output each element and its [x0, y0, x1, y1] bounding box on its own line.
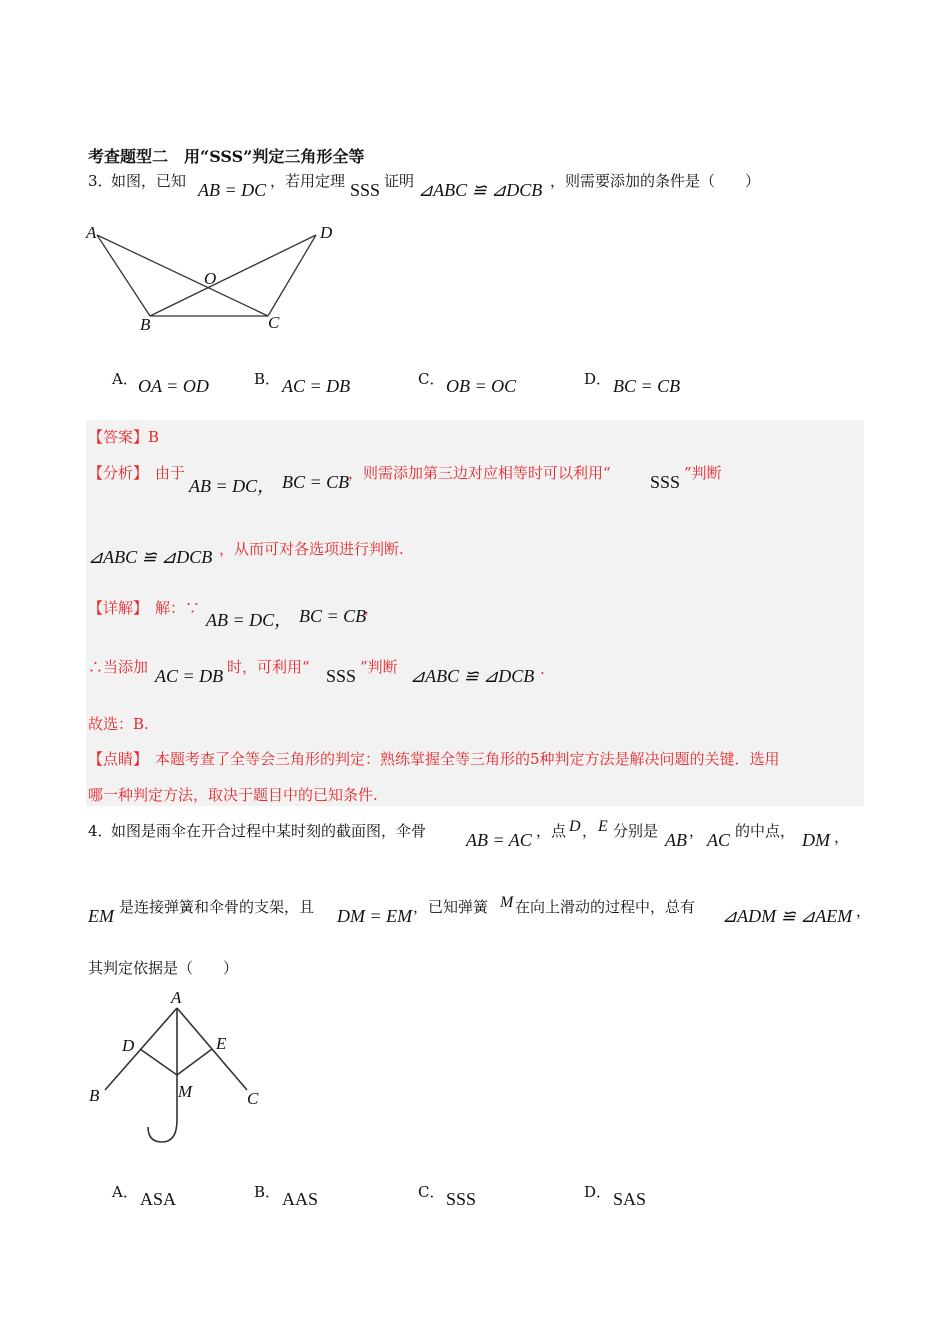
option-value: AC = DB [282, 376, 351, 396]
therefore-text-2: 时，可利用“ [227, 658, 310, 676]
analysis-math-3: SSS [650, 472, 681, 492]
option-label: C． [418, 370, 445, 388]
q4-text-5: ， [689, 822, 705, 840]
detail-text-2: ， [364, 599, 380, 617]
option-value: SSS [446, 1189, 477, 1209]
label-c: C [268, 313, 280, 332]
q4-text-12: 其判定依据是（ ） [88, 959, 239, 977]
q3-figure [80, 218, 350, 338]
option-label: A． [112, 370, 138, 388]
label-o: O [204, 269, 217, 288]
option-value: OA = OD [138, 376, 209, 396]
q3-number: 3． [88, 172, 113, 190]
therefore-text-3: ”判断 [360, 658, 398, 676]
q3-math-2: SSS [350, 180, 381, 200]
analysis-text-3: ”判断 [684, 464, 722, 482]
segment-bd [150, 235, 316, 316]
segment-ac [97, 235, 268, 316]
detail-tag: 【详解】 [88, 599, 149, 617]
comment-line-1: 本题考查了全等会三角形的判定：熟练掌握全等三角形的5种判定方法是解决问题的关键．选用 [155, 750, 780, 768]
q3-math-3: ⊿ABC ≌ ⊿DCB [418, 180, 543, 200]
q4-text-4: 分别是 [613, 822, 659, 840]
q4-text-10: 在向上滑动的过程中，总有 [515, 898, 696, 916]
choose-text: 故选：B. [88, 715, 149, 733]
q3-text-1: 如图，已知 [111, 172, 187, 190]
q4-text-9: ，已知弹簧 [413, 898, 489, 916]
analysis-math-2: BC = CB [282, 472, 350, 492]
label-a: A [171, 988, 182, 1007]
analysis-text-1: 由于 [155, 464, 186, 482]
label-e: E [216, 1034, 227, 1053]
q4-math-2: AB [665, 830, 687, 850]
detail-math-2: BC = CB [299, 606, 367, 626]
therefore-math-3: ⊿ABC ≌ ⊿DCB [410, 666, 535, 686]
q4-text-8: 是连接弹簧和伞骨的支架，且 [119, 898, 315, 916]
option-label: C． [418, 1183, 445, 1201]
detail-math-1: AB = DC， [206, 610, 293, 630]
handle [148, 1120, 177, 1142]
therefore-math-1: AC = DB [155, 666, 224, 686]
label-m: M [178, 1082, 193, 1101]
q3-math-1: AB = DC [198, 180, 267, 200]
q4-math-5: EM [88, 906, 114, 926]
label-b: B [89, 1086, 100, 1105]
label-d: D [122, 1036, 135, 1055]
q4-point-m: M [500, 894, 514, 911]
option-label: B． [254, 1183, 281, 1201]
analysis-math-4: ⊿ABC ≌ ⊿DCB [88, 547, 213, 567]
comment-tag: 【点睛】 [88, 750, 149, 768]
comment-line-2: 哪一种判定方法，取决于题目中的已知条件. [88, 786, 378, 804]
q3-text-3: 证明 [384, 172, 415, 190]
q4-math-1: AB = AC [466, 830, 532, 850]
therefore-text-1: ∴当添加 [88, 658, 149, 676]
option-value: BC = CB [613, 376, 681, 396]
label-b: B [140, 315, 151, 334]
option-value: SAS [613, 1189, 647, 1209]
analysis-tag: 【分析】 [88, 464, 149, 482]
q4-text-7: ， [834, 828, 850, 846]
q4-point-e: E [598, 818, 608, 835]
option-label: A． [112, 1183, 138, 1201]
q3-text-4: ，则需要添加的条件是（ ） [550, 172, 761, 190]
option-value: AAS [282, 1189, 319, 1209]
q4-point-d: D [569, 818, 581, 835]
option-label: D． [584, 370, 612, 388]
strut-em [177, 1049, 212, 1075]
detail-text-1: 解：∵ [155, 599, 201, 617]
option-label: B． [254, 370, 281, 388]
option-label: D． [584, 1183, 612, 1201]
analysis-text-4: ，从而可对各选项进行判断. [219, 540, 404, 558]
answer: 【答案】B [88, 428, 160, 446]
therefore-text-4: . [540, 660, 545, 678]
q4-math-4: DM [802, 830, 830, 850]
q4-math-6: DM = EM [337, 906, 413, 926]
option-value: OB = OC [446, 376, 517, 396]
q4-number: 4． [88, 822, 113, 840]
strut-dm [140, 1049, 177, 1075]
option-value: ASA [140, 1189, 177, 1209]
q4-math-3: AC [707, 830, 731, 850]
q4-text-1: 如图是雨伞在开合过程中某时刻的截面图，伞骨 [111, 822, 427, 840]
label-d: D [320, 223, 333, 242]
q3-text-2: ，若用定理 [270, 172, 346, 190]
q4-text-11: ， [856, 902, 872, 920]
q4-text-2: ，点 [536, 822, 567, 840]
q4-text-6: 的中点， [735, 822, 796, 840]
label-c: C [247, 1089, 259, 1108]
q4-text-3: ， [582, 822, 598, 840]
analysis-text-2: ，则需添加第三边对应相等时可以利用“ [348, 464, 611, 482]
label-a: A [86, 223, 97, 242]
section-title: 考查题型二 用“SSS”判定三角形全等 [88, 147, 365, 166]
q4-figure [80, 985, 280, 1150]
therefore-math-2: SSS [326, 666, 357, 686]
q4-math-7: ⊿ADM ≌ ⊿AEM [722, 906, 853, 926]
analysis-math-1: AB = DC， [189, 476, 276, 496]
